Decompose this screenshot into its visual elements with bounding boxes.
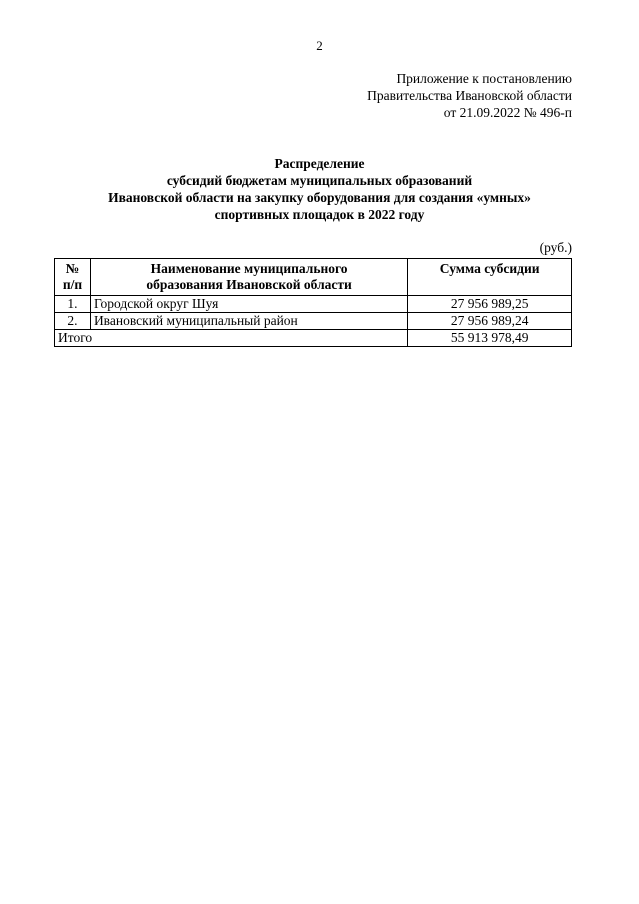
table-row	[55, 313, 572, 330]
row-municipality: Городской округ Шуя	[90, 296, 407, 313]
title-line-1: Распределение	[274, 156, 365, 171]
page-number: 2	[316, 38, 323, 53]
row-number: 2.	[55, 313, 91, 330]
title-line-2: субсидий бюджетам муниципальных образований	[166, 173, 473, 188]
header-name-line-1: Наименование муниципального	[150, 261, 348, 276]
header-number-line-2: п/п	[62, 277, 83, 292]
appendix-reference	[367, 70, 572, 121]
title-line-4: спортивных площадок в 2022 году	[214, 207, 425, 222]
row-number: 1.	[55, 296, 91, 313]
appendix-line-1: Приложение к постановлению	[396, 71, 572, 86]
header-municipality-name	[90, 259, 407, 296]
subsidies-table	[54, 258, 572, 347]
total-sum: 55 913 978,49	[408, 330, 572, 347]
table-header-row	[55, 259, 572, 296]
header-subsidy-sum: Сумма субсидии	[408, 259, 572, 296]
total-row	[55, 330, 572, 347]
header-name-line-2: образования Ивановской области	[146, 277, 352, 292]
currency-unit-note: (руб.)	[539, 240, 572, 255]
header-number-line-1: №	[65, 261, 80, 276]
table-row	[55, 296, 572, 313]
row-sum: 27 956 989,24	[408, 313, 572, 330]
document-title	[0, 155, 639, 223]
appendix-line-2: Правительства Ивановской области	[367, 88, 572, 103]
appendix-line-3: от 21.09.2022 № 496-п	[443, 105, 572, 120]
header-number	[55, 259, 91, 296]
row-municipality: Ивановский муниципальный район	[90, 313, 407, 330]
row-sum: 27 956 989,25	[408, 296, 572, 313]
title-line-3: Ивановской области на закупку оборудования для создания «умных»	[108, 190, 531, 205]
total-label: Итого	[55, 330, 408, 347]
